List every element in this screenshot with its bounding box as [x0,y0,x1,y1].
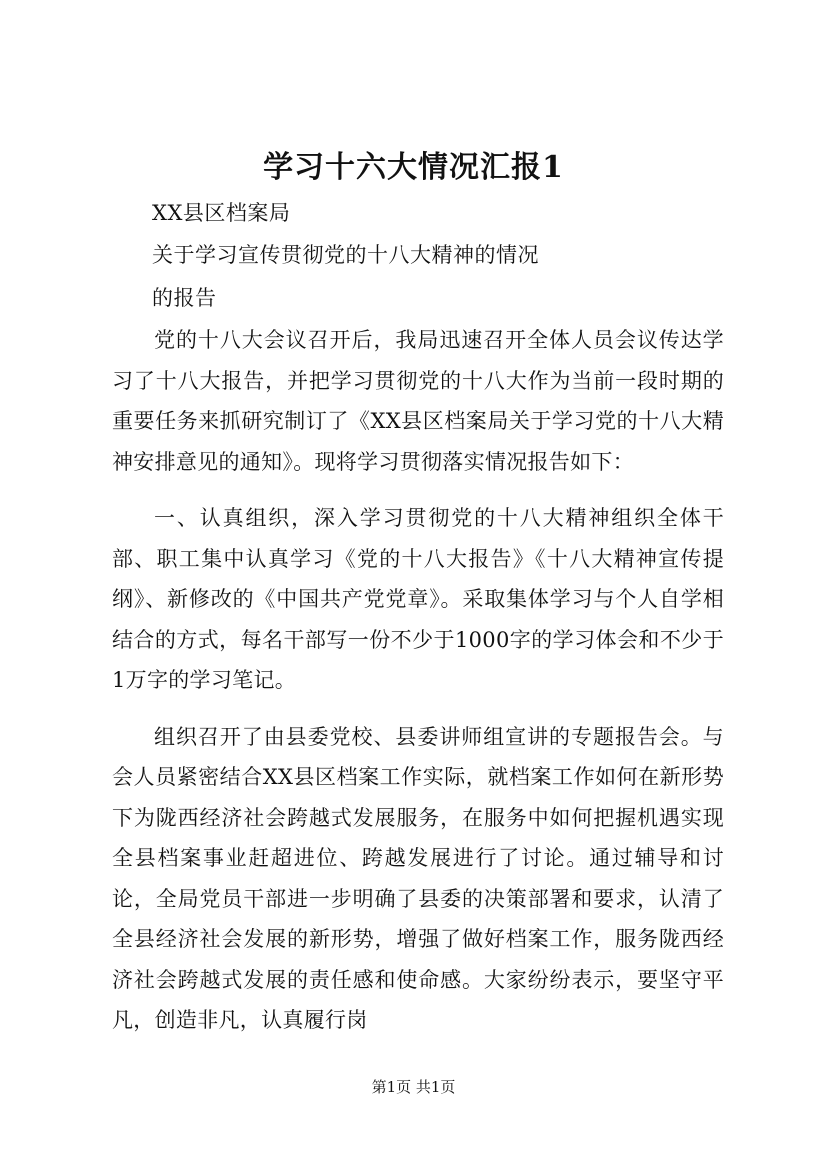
document-title: 学习十六大情况汇报1 [263,150,564,185]
paragraph-intro: 党的十八大会议召开后，我局迅速召开全体人员会议传达学习了十八大报告，并把学习贯彻党的十八大作为当前一段时期的重要任务来抓研究制订了《XX县区档案局关于学习党的十八大精神安排意见的通知》。现将学习贯彻落实情况报告如下： [112,328,724,474]
report-subject-line: 关于学习宣传贯彻党的十八大精神的情况 [152,243,539,267]
paragraph-lecture-meeting: 组织召开了由县委党校、县委讲师组宣讲的专题报告会。与会人员紧密结合XX县区档案工作实际，就档案工作如何在新形势下为陇西经济社会跨越式发展服务，在服务中如何把握机遇实现全县档案事业赶超进位、跨越发展进行了讨论。通过辅导和讨论，全局党员干部进一步明确了县委的决策部署和要求，认清了全县经济社会发展的新形势，增强了做好档案工作，服务陇西经济社会跨越式发展的责任感和使命感。大家纷纷表示，要坚守平凡，创造非凡，认真履行岗 [112,724,724,1032]
issuer-line: XX县区档案局 [152,201,291,225]
paragraph-study-organization: 一、认真组织，深入学习贯彻党的十八大精神组织全体干部、职工集中认真学习《党的十八大报告》《十八大精神宣传提纲》、新修改的《中国共产党党章》。采取集体学习与个人自学相结合的方式，每名干部写一份不少于1000字的学习体会和不少于1万字的学习笔记。 [112,506,724,692]
document-body [112,320,724,1041]
page-footer: 第1页 共1页 [371,1078,456,1096]
report-subject-line-continued: 的报告 [152,286,217,310]
